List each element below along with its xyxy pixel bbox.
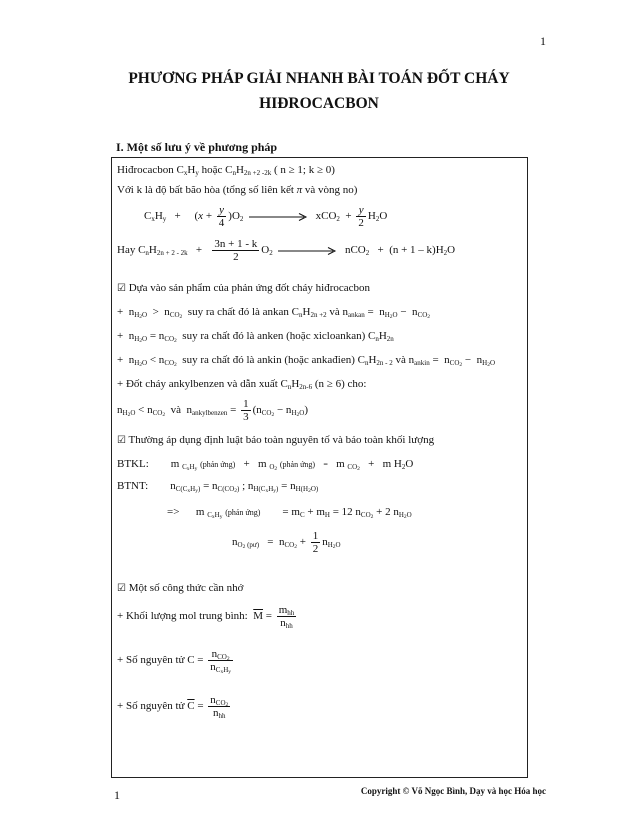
combustion-equation-nk: Hay $C_nH_{2n + 2 - 2k}$ + $\frac{3n + 1 - k}{2}$ $O_2$ $nCO_2 + (n + 1 - k)H_2O$ [117,238,456,263]
page-number-top: 1 [540,34,546,48]
alkane-rule: + $n_{H_2O} > n_{CO_2}$ suy ra chất đó là ankan $C_nH_{2n +2}$ và $n_{ankan} = n_{H_2O} - n_{CO_2}$ [117,306,431,320]
alkylbenzene-formula: $n_{H_2O} < n_{CO_2}$ và $n_{ankylbenzen}$ = $\frac{1}{3}$ $(n_{CO_2} - n_{H_2O})$ [117,398,308,423]
formulas-heading: ☑ Một số công thức cần nhớ [117,582,244,594]
btnt-formula: BTNT: $n_{C(C_xH_y)} = n_{C(CO_2)}$ ; $n_{H(C_xH_y)} = n_{H(H_2O)}$ [117,480,319,494]
average-molar-mass: + Khối lượng mol trung bình: $\overline{M}$ = $\frac{m_{hh}}{n_{hh}}$ [117,604,295,630]
checkbox-icon: ☑ [117,435,126,446]
alkylbenzene-note: + Đốt cháy ankylbenzen và dẫn xuất $C_nH_{2n-6}$ (n ≥ 6) cho: [117,378,367,391]
carbon-atoms-formula: + Số nguyên tử C = $\frac{n_{CO_2}}{n_{C_xH_y}}$ [117,648,231,675]
reaction-arrow-icon [246,212,310,222]
mass-derivation: => m $_{C_xH_y}$ (phản ứng) = $m_C + m_H = 12$ $n_{CO_2} + 2$ $n_{H_2O}$ [167,506,412,520]
checkbox-icon: ☑ [117,583,126,594]
checkbox-icon: ☑ [117,283,126,294]
btkl-formula: BTKL: m $_{C_xH_y}$ (phản ứng) + m $_{O_2}$ (phản ứng) = m $_{CO_2}$ + m $H_2O$ [117,458,414,472]
alkene-rule: + $n_{H_2O} = n_{CO_2}$ suy ra chất đó là anken (hoặc xicloankan) $C_nH_{2n}$ [117,330,394,344]
conservation-laws-note: ☑ Thường áp dụng định luật bảo toàn nguyên tố và bảo toàn khối lượng [117,434,435,446]
saturation-note: Với k là độ bất bão hòa (tổng số liên kết π và vòng no) [117,184,358,196]
page-number-bottom: 1 [114,788,120,802]
general-formula-line: Hiđrocacbon $C_xH_y$ hoặc $C_nH_{2n +2 -2k}$ ( n ≥ 1; k ≥ 0) [117,164,335,177]
average-carbon-formula: + Số nguyên tử $\overline{C}$ = $\frac{n_{CO_2}}{n_{hh}}$ [117,694,229,720]
combustion-equation-xy: $C_xH_y$ + (x + $\frac{y}{4}$ )$O_2$ xCO$_2$ + $\frac{y}{2}$ $H_2O$ [144,204,388,229]
products-note: ☑ Dựa vào sản phẩm của phản ứng đốt cháy hiđrocacbon [117,282,371,294]
content-box [111,157,528,778]
page-title-line1: PHƯƠNG PHÁP GIẢI NHANH BÀI TOÁN ĐỐT CHÁY [128,70,510,87]
section-heading: I. Một số lưu ý về phương pháp [116,140,278,154]
reaction-arrow-icon [275,246,339,256]
copyright-footer: Copyright © Võ Ngọc Bình, Dạy và học Hóa học [360,786,546,796]
oxygen-derivation: $n_{O_2 (pư)} = n_{CO_2}$ + $\frac{1}{2}$ $n_{H_2O}$ [232,530,341,555]
page-title-line2: HIĐROCACBON [259,95,379,112]
alkyne-rule: + $n_{H_2O} < n_{CO_2}$ suy ra chất đó là ankin (hoặc ankađien) $C_nH_{2n - 2}$ và $n_{ankin} = n_{CO_2} - n_{H_2O}$ [117,354,495,368]
